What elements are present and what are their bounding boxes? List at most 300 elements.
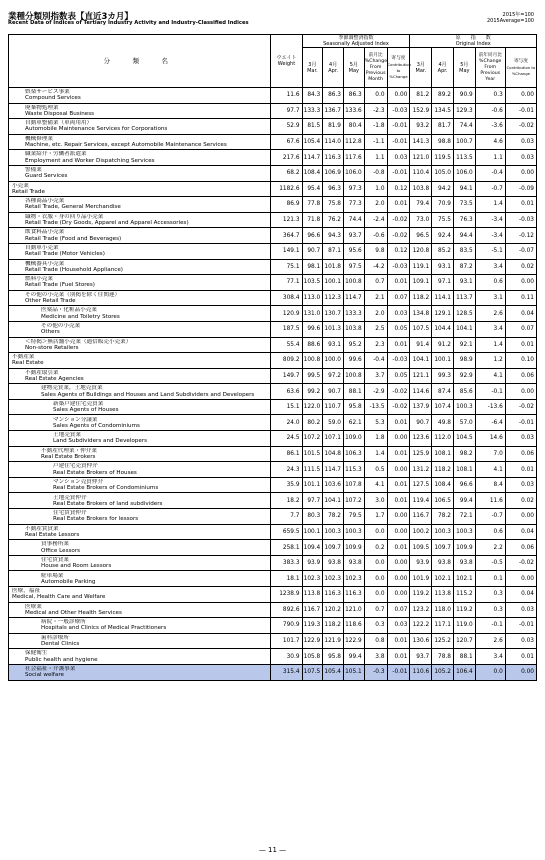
sa-cell: 103.6 (323, 477, 344, 493)
orig-cell: 0.04 (505, 306, 536, 322)
row-label (9, 165, 271, 181)
sa-contrib-header: 寄与度 Contribution to %Change (387, 48, 410, 88)
sa-cell: 86.3 (343, 88, 364, 104)
weight-cell: 308.4 (271, 290, 302, 306)
orig-cell: -0.07 (505, 243, 536, 259)
orig-cell: 0.00 (505, 275, 536, 291)
orig-may-header: 5月 May (453, 48, 475, 88)
orig-cell: -0.1 (475, 618, 505, 634)
row-label-en: Others (41, 329, 60, 336)
sa-cell: 0.0 (364, 555, 387, 571)
sa-cell: 114.7 (302, 150, 323, 166)
orig-cell: 2.6 (475, 633, 505, 649)
orig-cell: 94.1 (453, 181, 475, 197)
weight-cell: 790.9 (271, 618, 302, 634)
sa-cell: 0.7 (364, 602, 387, 618)
row-label (9, 649, 271, 665)
orig-cell: 87.4 (432, 384, 454, 400)
orig-cell: -0.01 (505, 103, 536, 119)
orig-cell: 108.4 (432, 477, 454, 493)
orig-cell: 108.1 (453, 462, 475, 478)
table-row (9, 353, 537, 369)
sa-cell: -2.4 (364, 212, 387, 228)
sa-cell: 0.00 (387, 571, 410, 587)
orig-cell: 91.4 (410, 337, 432, 353)
weight-cell: 55.4 (271, 337, 302, 353)
orig-cell: 0.06 (505, 368, 536, 384)
orig-cell: 152.9 (410, 103, 432, 119)
table-row (9, 306, 537, 322)
sa-cell: 111.5 (302, 462, 323, 478)
sa-cell: 101.5 (302, 446, 323, 462)
sa-cell: 0.12 (387, 181, 410, 197)
table-row (9, 415, 537, 431)
orig-cell: 93.7 (410, 649, 432, 665)
sa-cell: -0.02 (387, 399, 410, 415)
weight-cell: 24.3 (271, 462, 302, 478)
orig-cell: 98.9 (453, 353, 475, 369)
row-label (9, 493, 271, 509)
sa-cell: 116.3 (323, 150, 344, 166)
row-label (9, 337, 271, 353)
orig-cell: 119.2 (453, 602, 475, 618)
sa-cell: 84.3 (302, 88, 323, 104)
orig-cell: 2.6 (475, 306, 505, 322)
weight-cell: 18.2 (271, 493, 302, 509)
weight-cell: 15.1 (271, 399, 302, 415)
table-row (9, 493, 537, 509)
weight-cell: 86.1 (271, 446, 302, 462)
row-label-en: Real Estate Brokers for lessors (53, 516, 139, 523)
orig-cell: 118.2 (410, 290, 432, 306)
orig-group-header: 原 指 数 Original Index (410, 35, 537, 48)
row-label-en: Social welfare (25, 672, 64, 679)
orig-cell: 90.7 (410, 415, 432, 431)
orig-cell: 104.5 (453, 431, 475, 447)
sa-cell: 119.3 (302, 618, 323, 634)
base-year-en: 2015Average=100 (487, 18, 534, 24)
orig-cell: 118.0 (432, 602, 454, 618)
sa-cell: 99.2 (302, 384, 323, 400)
sa-cell: 0.01 (387, 649, 410, 665)
sa-cell: 90.7 (302, 243, 323, 259)
orig-mar-header: 3月 Mar. (410, 48, 432, 88)
sa-cell: 99.5 (302, 368, 323, 384)
table-row (9, 275, 537, 291)
sa-cell: 105.8 (302, 649, 323, 665)
orig-cell: 131.2 (410, 462, 432, 478)
sa-cell: 0.01 (387, 540, 410, 556)
table-row (9, 633, 537, 649)
row-label-en: Dental Clinics (41, 641, 80, 648)
orig-cell: 123.2 (410, 602, 432, 618)
sa-cell: 113.0 (302, 290, 323, 306)
sa-cell: 99.6 (343, 353, 364, 369)
table-row (9, 88, 537, 104)
orig-cell: 0.11 (505, 290, 536, 306)
sa-cell: 3.0 (364, 493, 387, 509)
sa-cell: 88.1 (343, 384, 364, 400)
table-row (9, 181, 537, 197)
sa-cell: -1.8 (364, 119, 387, 135)
sa-cell: 77.8 (302, 197, 323, 213)
orig-cell: 91.2 (432, 337, 454, 353)
orig-cell: 81.7 (432, 119, 454, 135)
table-row (9, 259, 537, 275)
orig-cell: -0.03 (505, 212, 536, 228)
orig-cell: 114.6 (410, 384, 432, 400)
orig-cell: -0.12 (505, 228, 536, 244)
orig-cell: 100.7 (453, 134, 475, 150)
orig-cell: -0.02 (505, 119, 536, 135)
table-row (9, 431, 537, 447)
orig-cell: 74.4 (453, 119, 475, 135)
orig-cell: -0.5 (475, 555, 505, 571)
orig-cell: 97.1 (432, 275, 454, 291)
row-label-en: Land Subdividers and Developers (53, 438, 148, 445)
orig-cell: 128.5 (453, 306, 475, 322)
orig-cell: -3.4 (475, 212, 505, 228)
index-table (8, 34, 537, 681)
sa-cell: 0.01 (387, 493, 410, 509)
sa-cell: -0.02 (387, 384, 410, 400)
sa-cell: 112.3 (323, 290, 344, 306)
row-label-en: Retail Trade, General Merchandise (25, 204, 121, 211)
page-subtitle: Recent Data of Indices of Tertiary Industry Activity and Industry-Classified Indices (8, 20, 249, 26)
sa-cell: 0.05 (387, 368, 410, 384)
orig-cell: 83.5 (453, 243, 475, 259)
sa-mar-header: 3月 Mar. (302, 48, 323, 88)
orig-cell: 79.4 (410, 197, 432, 213)
row-label-jp: 機械修理業 (25, 135, 53, 142)
sa-cell: 0.0 (364, 88, 387, 104)
orig-cell: 92.4 (432, 228, 454, 244)
row-label-en: Real Estate Lessors (25, 531, 80, 538)
sa-cell: 110.7 (323, 399, 344, 415)
orig-cell: 0.00 (505, 88, 536, 104)
orig-cell: 119.4 (410, 493, 432, 509)
orig-cell: -0.02 (505, 399, 536, 415)
row-label-en: Real Estate Agencies (25, 375, 84, 382)
row-label-jp: 戸建住宅売買仲介 (53, 463, 98, 470)
weight-cell: 892.6 (271, 602, 302, 618)
sa-cell: 0.05 (387, 321, 410, 337)
row-label (9, 275, 271, 291)
orig-cell: 0.03 (505, 134, 536, 150)
orig-cell: 93.8 (432, 555, 454, 571)
row-label (9, 524, 271, 540)
row-label-jp: 廃棄物処理業 (25, 104, 59, 111)
sa-cell: 106.3 (343, 446, 364, 462)
sa-cell: 101.1 (302, 477, 323, 493)
sa-cell: 95.8 (323, 649, 344, 665)
table-row (9, 337, 537, 353)
table-row (9, 540, 537, 556)
sa-cell: 79.5 (343, 509, 364, 525)
orig-cell: 100.2 (410, 524, 432, 540)
weight-cell: 149.1 (271, 243, 302, 259)
sa-cell: 118.2 (323, 618, 344, 634)
orig-cell: 109.1 (410, 275, 432, 291)
orig-cell: 100.1 (432, 353, 454, 369)
orig-cell: 0.02 (505, 493, 536, 509)
row-label (9, 150, 271, 166)
orig-cell: 0.03 (505, 150, 536, 166)
sa-cell: -0.6 (364, 228, 387, 244)
sa-cell: 94.3 (323, 228, 344, 244)
orig-cell: 0.04 (505, 587, 536, 603)
sa-cell: 62.1 (343, 415, 364, 431)
orig-cell: 70.9 (432, 197, 454, 213)
sa-cell: 114.7 (343, 290, 364, 306)
weight-cell: 121.3 (271, 212, 302, 228)
sa-cell: 3.7 (364, 368, 387, 384)
row-label-en: Real Estate Brokers of Condominiums (53, 485, 159, 492)
orig-cell: 0.03 (505, 602, 536, 618)
row-label (9, 618, 271, 634)
sa-cell: 0.0 (364, 524, 387, 540)
weight-cell: 11.6 (271, 88, 302, 104)
row-label-en: Real Estate Brokers (41, 453, 96, 460)
orig-cell: 108.1 (432, 446, 454, 462)
row-label (9, 431, 271, 447)
weight-cell: 24.0 (271, 415, 302, 431)
sa-cell: 105.4 (323, 664, 344, 680)
orig-cell: 89.2 (432, 88, 454, 104)
row-label-en: Automobile Parking (41, 578, 96, 585)
table-row (9, 212, 537, 228)
orig-cell: 92.9 (453, 368, 475, 384)
weight-cell: 30.9 (271, 649, 302, 665)
row-label-jp: 住宅賃貸仲介 (53, 510, 87, 517)
base-year (487, 12, 534, 24)
orig-cell: 93.1 (432, 259, 454, 275)
row-label-en: Retail Trade (Fuel Stores) (25, 282, 95, 289)
sa-cell: 97.5 (343, 259, 364, 275)
row-label-en: Employment and Worker Dispatching Services (25, 157, 155, 164)
orig-cell: 120.7 (453, 633, 475, 649)
row-label-jp: 医薬品・化粧品小売業 (41, 307, 97, 314)
orig-cell: 98.2 (453, 446, 475, 462)
sa-cell: 81.5 (302, 119, 323, 135)
orig-cell: 72.1 (453, 509, 475, 525)
row-label (9, 259, 271, 275)
row-label-jp: 医療，福祉 (12, 588, 40, 595)
orig-cell: 0.00 (505, 664, 536, 680)
sa-cell: 2.3 (364, 337, 387, 353)
table-row (9, 384, 537, 400)
sa-cell: 95.6 (343, 243, 364, 259)
orig-cell: 1.2 (475, 353, 505, 369)
sa-cell: 107.2 (343, 493, 364, 509)
row-label (9, 571, 271, 587)
orig-cell: 4.6 (475, 134, 505, 150)
sa-cell: 97.7 (302, 493, 323, 509)
weight-cell: 67.6 (271, 134, 302, 150)
sa-cell: -13.5 (364, 399, 387, 415)
row-label-jp: 不動産賃貸業 (25, 525, 59, 532)
weight-cell: 97.7 (271, 103, 302, 119)
sa-pct-header: 前月比 %Change From Previous Month (364, 48, 387, 88)
orig-cell: 4.1 (475, 462, 505, 478)
sa-cell: 122.0 (302, 399, 323, 415)
row-label (9, 633, 271, 649)
sa-cell: 80.3 (302, 509, 323, 525)
table-row (9, 290, 537, 306)
sa-cell: 0.01 (387, 275, 410, 291)
row-label-en: House and Room Lessors (41, 563, 112, 570)
orig-cell: 0.01 (505, 462, 536, 478)
sa-cell: 100.1 (323, 275, 344, 291)
sa-cell: 107.5 (302, 664, 323, 680)
table-row (9, 103, 537, 119)
sa-apr-header: 4月 Apr. (323, 48, 344, 88)
row-label-jp: マンション売買仲介 (53, 478, 104, 485)
row-label-jp: 各種商品小売業 (25, 198, 65, 205)
row-label-jp: 機械器具小売業 (25, 260, 65, 267)
orig-cell: 137.9 (410, 399, 432, 415)
row-label-en: Non-store Retailers (25, 344, 79, 351)
weight-cell: 24.5 (271, 431, 302, 447)
orig-cell: 0.10 (505, 353, 536, 369)
table-row (9, 602, 537, 618)
row-label-jp: その他の小売業（別掲を除く住関連） (25, 291, 121, 298)
table-row (9, 243, 537, 259)
base-year-jp: 2015年=100 (502, 12, 534, 18)
row-label-en: Retail Trade (Household Appliance) (25, 266, 123, 273)
weight-cell: 7.7 (271, 509, 302, 525)
orig-cell: 119.2 (410, 587, 432, 603)
orig-cell: 85.6 (453, 384, 475, 400)
row-label-en: Real Estate (12, 360, 44, 367)
page-title: 業種分類別指数表【直近3カ月】 (8, 12, 133, 22)
orig-cell: -0.01 (505, 618, 536, 634)
row-label (9, 212, 271, 228)
orig-cell: 73.0 (410, 212, 432, 228)
weight-cell: 63.6 (271, 384, 302, 400)
sa-cell: 118.6 (343, 618, 364, 634)
orig-cell: 121.0 (410, 150, 432, 166)
weight-cell: 75.1 (271, 259, 302, 275)
sa-cell: 102.3 (343, 571, 364, 587)
orig-cell: 0.0 (475, 664, 505, 680)
orig-cell: 1.4 (475, 197, 505, 213)
weight-cell: 217.6 (271, 150, 302, 166)
row-label (9, 509, 271, 525)
orig-cell: 105.0 (432, 165, 454, 181)
row-label-jp: 燃料小売業 (25, 276, 53, 283)
orig-cell: 93.1 (453, 275, 475, 291)
sa-cell: 96.6 (302, 228, 323, 244)
weight-cell: 187.5 (271, 321, 302, 337)
orig-cell: 96.5 (410, 228, 432, 244)
row-label (9, 243, 271, 259)
orig-cell: 117.1 (432, 618, 454, 634)
sa-cell: 95.8 (343, 399, 364, 415)
sa-cell: 0.00 (387, 555, 410, 571)
orig-cell: 81.2 (410, 88, 432, 104)
sa-cell: 81.9 (323, 119, 344, 135)
sa-cell: 109.9 (343, 540, 364, 556)
row-label (9, 664, 271, 680)
sa-cell: 2.1 (364, 290, 387, 306)
table-row (9, 321, 537, 337)
sa-cell: 1.8 (364, 431, 387, 447)
weight-cell: 364.7 (271, 228, 302, 244)
orig-cell: 106.5 (432, 493, 454, 509)
sa-cell: 80.4 (343, 119, 364, 135)
orig-cell: 0.6 (475, 524, 505, 540)
orig-cell: -0.7 (475, 509, 505, 525)
sa-cell: 108.4 (302, 165, 323, 181)
sa-cell: 78.2 (323, 509, 344, 525)
table-row (9, 134, 537, 150)
sa-cell: 103.8 (343, 321, 364, 337)
orig-cell: 122.2 (410, 618, 432, 634)
orig-cell: 4.1 (475, 368, 505, 384)
orig-cell: 100.3 (453, 399, 475, 415)
orig-cell: -0.7 (475, 181, 505, 197)
weight-cell: 1182.6 (271, 181, 302, 197)
row-label (9, 399, 271, 415)
sa-cell: 121.0 (343, 602, 364, 618)
row-label-en: Guard Services (25, 173, 68, 180)
sa-cell: -0.01 (387, 165, 410, 181)
sa-cell: 0.00 (387, 431, 410, 447)
sa-cell: 87.1 (323, 243, 344, 259)
table-row (9, 197, 537, 213)
orig-cell: 0.3 (475, 587, 505, 603)
sa-cell: 1.7 (364, 509, 387, 525)
orig-cell: 0.3 (475, 602, 505, 618)
row-label (9, 290, 271, 306)
sa-cell: 100.3 (323, 524, 344, 540)
orig-cell: 129.3 (453, 103, 475, 119)
sa-cell: 99.4 (343, 649, 364, 665)
sa-cell: 115.3 (343, 462, 364, 478)
sa-cell: 104.8 (323, 446, 344, 462)
sa-cell: 106.0 (343, 165, 364, 181)
sa-cell: 1.0 (364, 181, 387, 197)
table-row (9, 119, 537, 135)
sa-cell: -0.01 (387, 664, 410, 680)
orig-cell: 88.1 (453, 649, 475, 665)
sa-cell: 121.9 (323, 633, 344, 649)
sa-cell: 96.3 (323, 181, 344, 197)
table-row (9, 399, 537, 415)
weight-header: ウエイト Weight (271, 35, 302, 88)
orig-cell: 2.2 (475, 540, 505, 556)
orig-cell: 121.1 (410, 368, 432, 384)
row-label (9, 119, 271, 135)
orig-cell: 106.4 (453, 664, 475, 680)
sa-cell: -2.9 (364, 384, 387, 400)
orig-cell: 101.9 (410, 571, 432, 587)
orig-cell: 125.9 (410, 446, 432, 462)
sa-cell: 100.3 (343, 524, 364, 540)
orig-cell: 0.00 (505, 509, 536, 525)
weight-cell: 77.1 (271, 275, 302, 291)
sa-cell: 107.8 (343, 477, 364, 493)
orig-cell: 134.8 (410, 306, 432, 322)
row-label (9, 103, 271, 119)
orig-cell: -0.1 (475, 384, 505, 400)
sa-cell: 0.00 (387, 462, 410, 478)
sa-cell: 133.3 (302, 103, 323, 119)
orig-cell: -0.6 (475, 103, 505, 119)
table-row (9, 524, 537, 540)
row-label-jp: 病院・一般診療所 (41, 619, 86, 626)
